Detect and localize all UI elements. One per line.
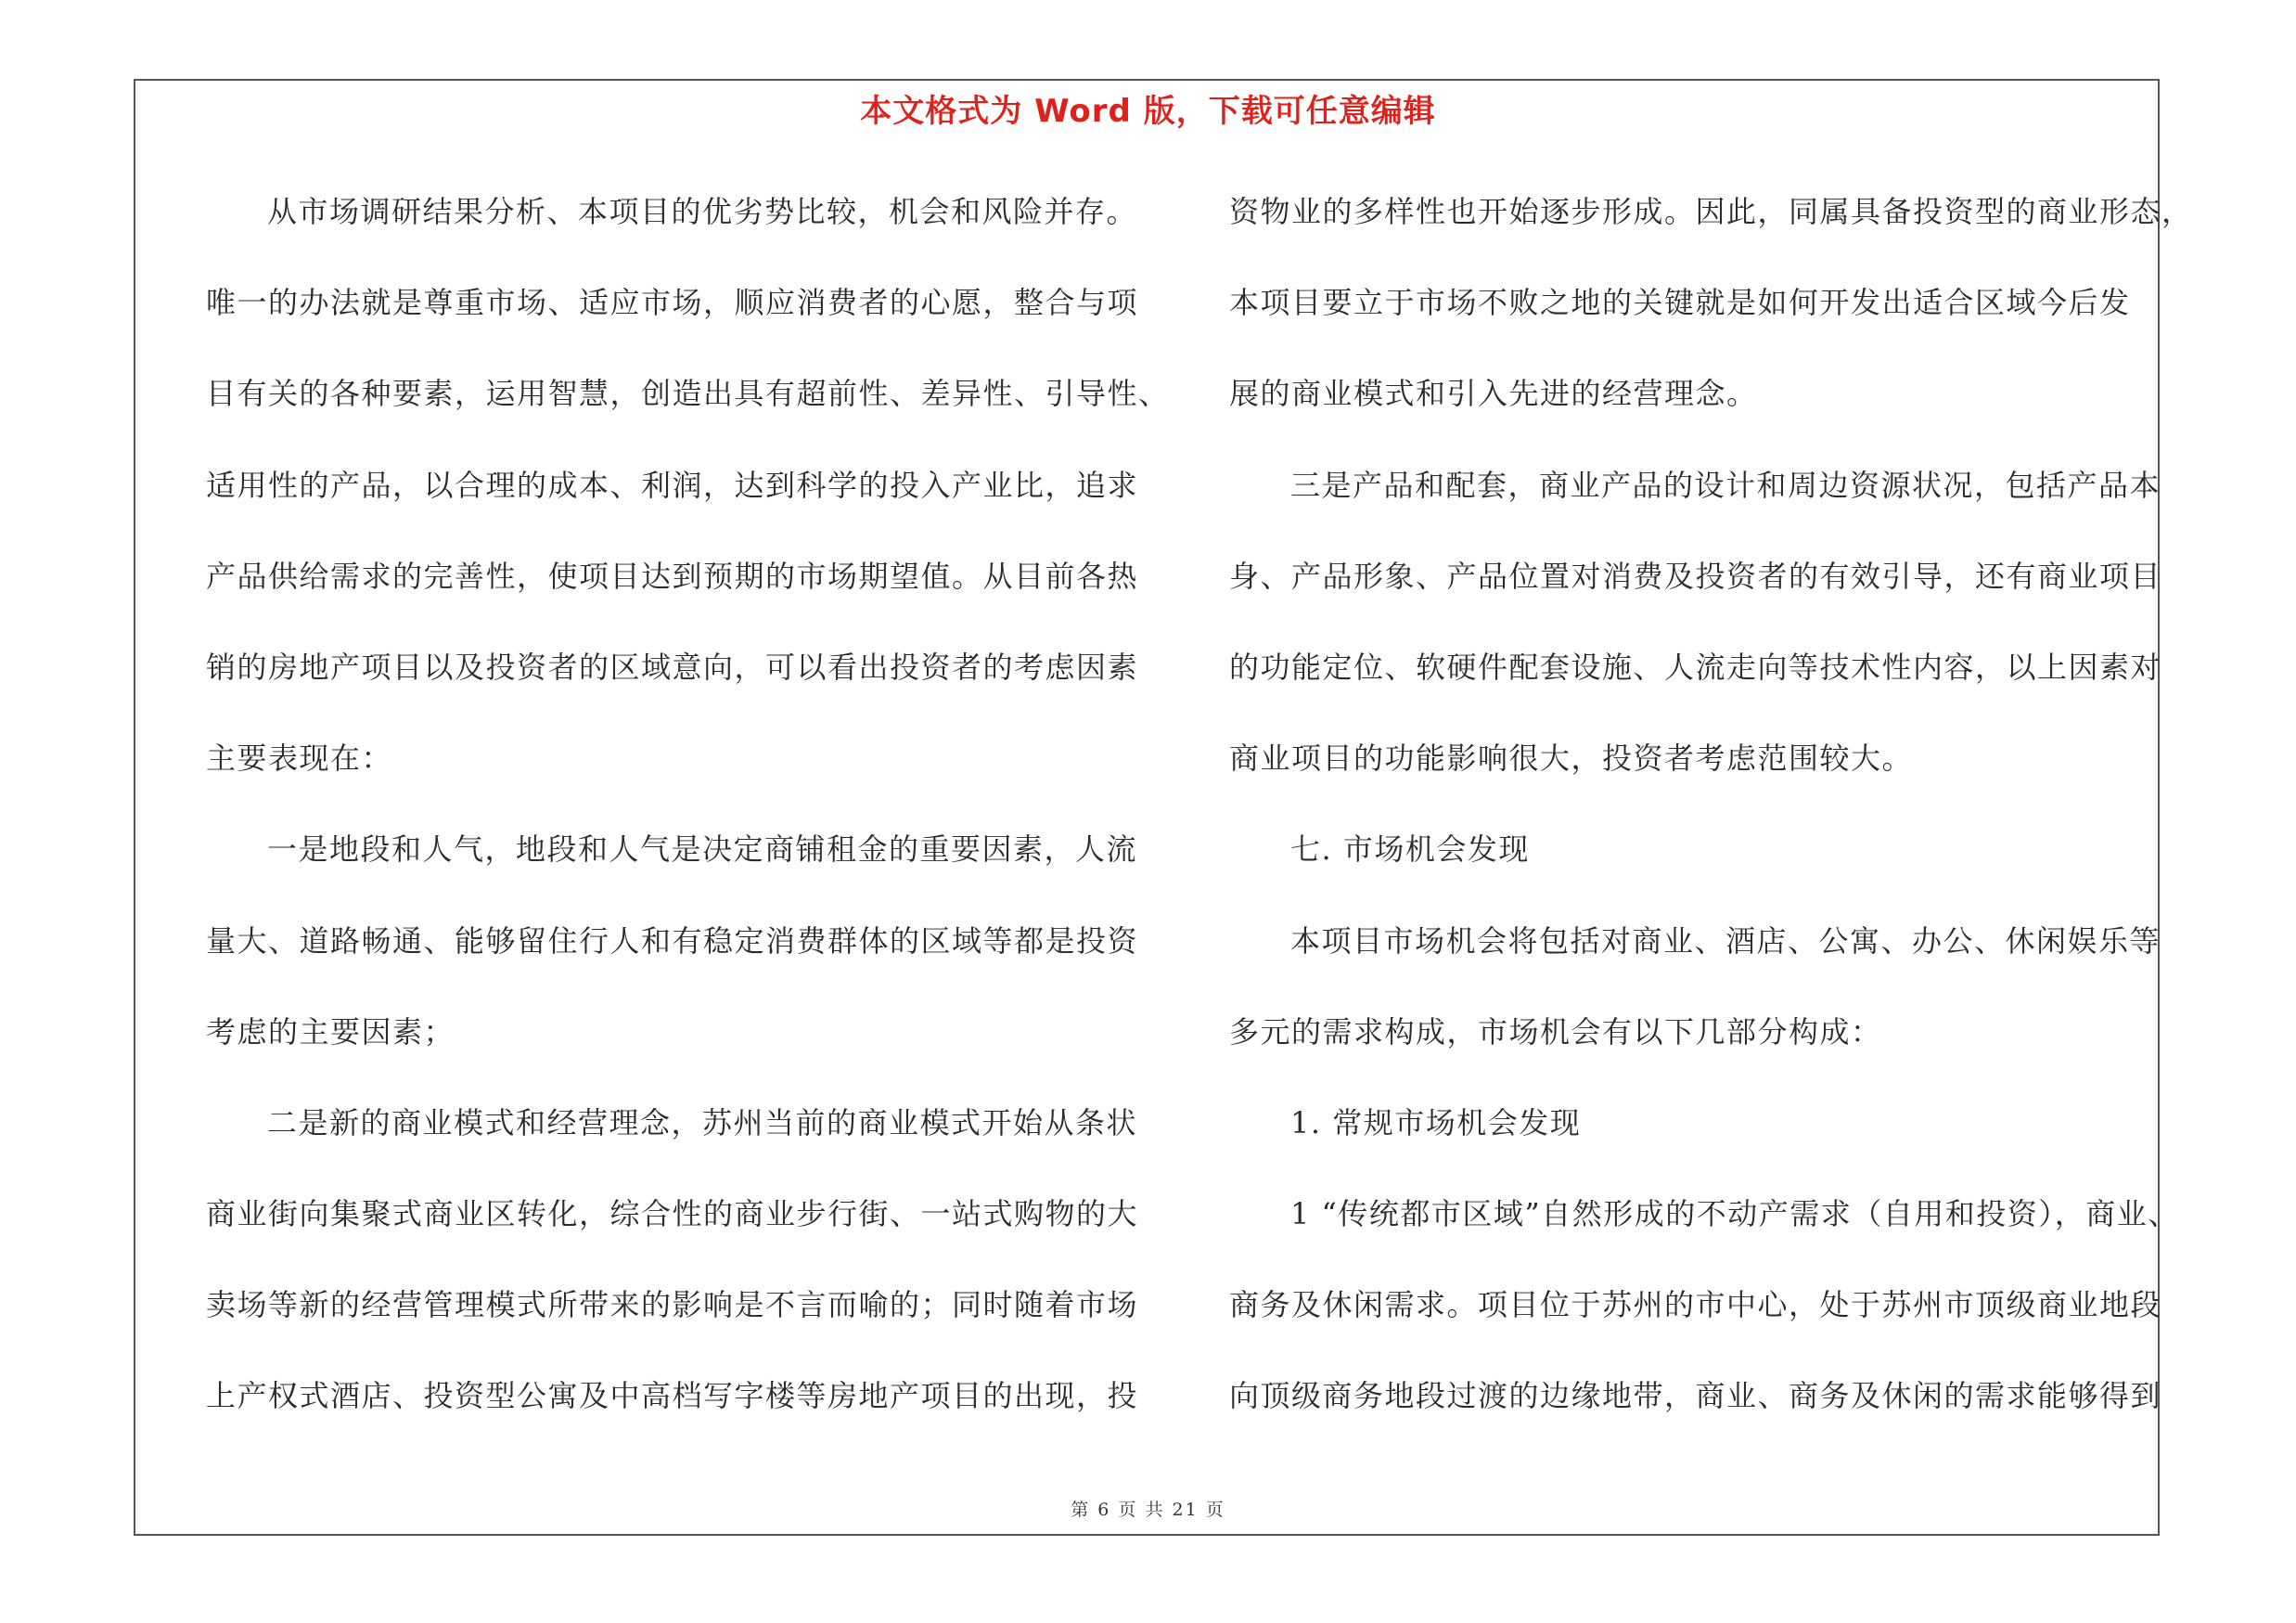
text-line: 卖场等新的经营管理模式所带来的影响是不言而喻的；同时随着市场 — [206, 1287, 1139, 1323]
text-line: 商业街向集聚式商业区转化，综合性的商业步行街、一站式购物的大 — [206, 1196, 1139, 1232]
right-text-column — [1229, 184, 2193, 1460]
text-line: 一是地段和人气，地段和人气是决定商铺租金的重要因素，人流 — [267, 831, 1138, 868]
text-line: 主要表现在： — [206, 741, 393, 777]
text-line: 1. 常规市场机会发现 — [1290, 1104, 1582, 1140]
text-line: 考虑的主要因素； — [206, 1013, 455, 1050]
text-line: 适用性的产品，以合理的成本、利润，达到科学的投入产业比，追求 — [206, 467, 1139, 503]
text-line: 三是产品和配套，商业产品的设计和周边资源状况，包括产品本 — [1290, 467, 2161, 503]
text-line: 向顶级商务地段过渡的边缘地带，商业、商务及休闲的需求能够得到 — [1229, 1378, 2162, 1414]
page-number-footer: 第 6 页 共 21 页 — [1071, 1500, 1225, 1520]
text-line: 产品供给需求的完善性，使项目达到预期的市场期望值。从目前各热 — [206, 558, 1139, 594]
text-line: 身、产品形象、产品位置对消费及投资者的有效引导，还有商业项目 — [1229, 558, 2162, 594]
text-line: 七. 市场机会发现 — [1290, 831, 1530, 868]
text-line: 1 “传统都市区域”自然形成的不动产需求（自用和投资），商业、 — [1290, 1196, 2179, 1232]
text-line: 销的房地产项目以及投资者的区域意向，可以看出投资者的考虑因素 — [206, 649, 1139, 685]
text-line: 上产权式酒店、投资型公寓及中高档写字楼等房地产项目的出现，投 — [206, 1378, 1139, 1414]
text-line: 商业项目的功能影响很大，投资者考虑范围较大。 — [1229, 741, 1914, 777]
text-line: 目有关的各种要素，运用智慧，创造出具有超前性、差异性、引导性、 — [206, 376, 1170, 412]
text-line: 量大、道路畅通、能够留住行人和有稳定消费群体的区域等都是投资 — [206, 922, 1139, 959]
text-line: 从市场调研结果分析、本项目的优劣势比较，机会和风险并存。 — [267, 194, 1138, 229]
left-text-column — [206, 184, 1171, 1460]
text-line: 二是新的商业模式和经营理念，苏州当前的商业模式开始从条状 — [267, 1104, 1138, 1140]
text-line: 展的商业模式和引入先进的经营理念。 — [1229, 376, 1758, 412]
format-notice-header: 本文格式为 Word 版，下载可任意编辑 — [860, 93, 1436, 130]
text-line: 唯一的办法就是尊重市场、适应市场，顺应消费者的心愿，整合与项 — [206, 285, 1139, 321]
text-line: 的功能定位、软硬件配套设施、人流走向等技术性内容，以上因素对 — [1229, 649, 2162, 685]
text-line: 商务及休闲需求。项目位于苏州的市中心，处于苏州市顶级商业地段 — [1229, 1287, 2162, 1323]
text-line: 多元的需求构成，市场机会有以下几部分构成： — [1229, 1013, 1882, 1050]
text-line: 资物业的多样性也开始逐步形成。因此，同属具备投资型的商业形态， — [1229, 194, 2193, 229]
text-line: 本项目市场机会将包括对商业、酒店、公寓、办公、休闲娱乐等 — [1290, 922, 2161, 959]
text-line: 本项目要立于市场不败之地的关键就是如何开发出适合区域今后发 — [1229, 285, 2131, 321]
